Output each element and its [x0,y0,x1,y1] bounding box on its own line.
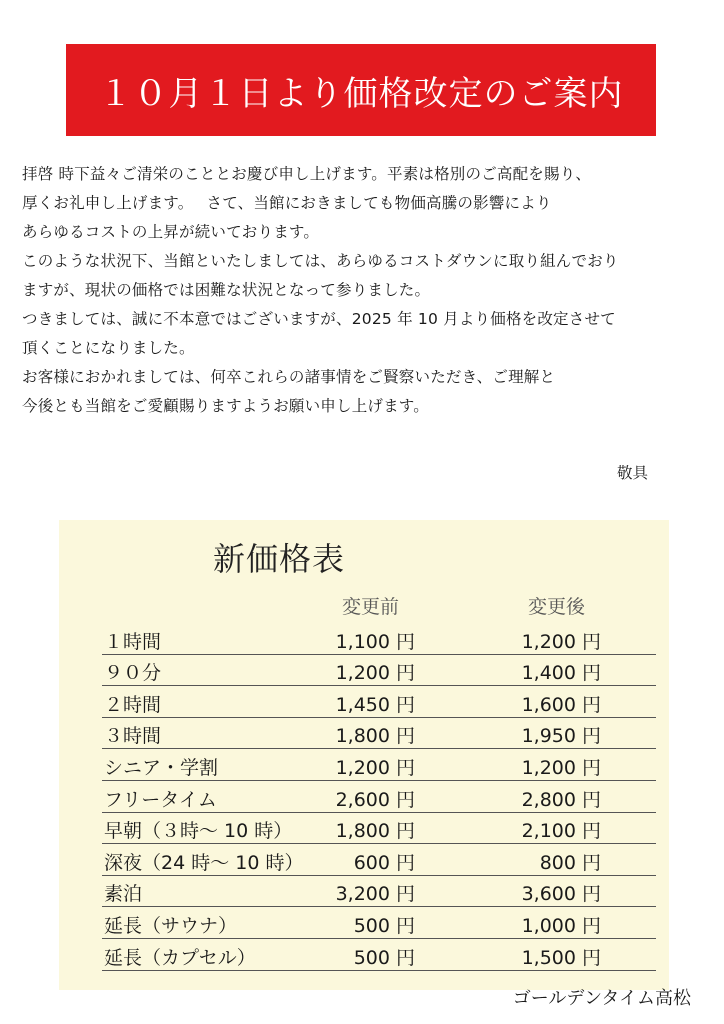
price-after: 800 円 [539,851,601,874]
price-before: 1,800 円 [335,725,415,748]
plan-label: 早朝（３時～ 10 時） [104,820,293,843]
letter-line: お客様におかれましては、何卒これらの諸事情をご賢察いただき、ご理解と [22,368,556,386]
price-before: 1,200 円 [335,756,415,779]
price-row [59,656,669,688]
price-row [59,782,669,814]
row-divider [102,938,656,939]
price-rows [59,624,669,972]
notice-title: １０月１日より価格改定のご案内 [98,73,624,114]
price-after: 1,200 円 [521,630,601,653]
letter-line: 拝啓 時下益々ご清栄のこととお慶び申し上げます。平素は格別のご高配を賜り、 [22,165,592,183]
letter-line: 頂くことになりました。 [22,339,195,357]
plan-label: シニア・学割 [104,756,219,779]
column-header-after: 変更後 [528,596,586,618]
row-divider [102,812,656,813]
price-table-title: 新価格表 [212,540,345,578]
price-row [59,719,669,751]
letter-line: あらゆるコストの上昇が続いております。 [22,223,320,241]
price-before: 1,200 円 [335,662,415,685]
plan-label: 延長（サウナ） [104,914,238,937]
row-divider [102,654,656,655]
price-after: 2,100 円 [521,820,601,843]
price-before: 500 円 [353,946,415,969]
plan-label: 深夜（24 時～ 10 時） [104,851,304,874]
row-divider [102,875,656,876]
price-after: 1,500 円 [521,946,601,969]
plan-label: フリータイム [104,788,217,811]
row-divider [102,970,656,971]
row-divider [102,906,656,907]
price-row [59,687,669,719]
price-row [59,750,669,782]
row-divider [102,717,656,718]
plan-label: 素泊 [104,883,143,906]
store-name: ゴールデンタイム高松 [512,988,691,1009]
price-row [59,624,669,656]
row-divider [102,685,656,686]
price-before: 1,450 円 [335,693,415,716]
price-after: 1,600 円 [521,693,601,716]
letter-line: このような状況下、当館といたしましては、あらゆるコストダウンに取り組んでおり [22,252,619,270]
price-after: 1,950 円 [521,725,601,748]
price-row [59,908,669,940]
plan-label: ９０分 [104,662,162,685]
price-row [59,845,669,877]
column-header-before: 変更前 [342,596,400,618]
row-divider [102,843,656,844]
price-row [59,877,669,909]
price-after: 1,200 円 [521,756,601,779]
price-row [59,940,669,972]
plan-label: 延長（カプセル） [104,946,256,969]
plan-label: ２時間 [104,693,162,716]
price-row [59,814,669,846]
price-before: 1,800 円 [335,820,415,843]
row-divider [102,780,656,781]
row-divider [102,748,656,749]
notice-letter [22,160,712,421]
price-table [59,520,669,990]
notice-banner [66,44,656,136]
price-after: 1,400 円 [521,662,601,685]
letter-closing: 敬具 [616,464,648,482]
price-before: 3,200 円 [335,883,415,906]
price-after: 2,800 円 [521,788,601,811]
plan-label: １時間 [104,630,162,653]
letter-line: つきましては、誠に不本意ではございますが、2025 年 10 月より価格を改定させて [22,310,616,328]
letter-line: 今後とも当館をご愛顧賜りますようお願い申し上げます。 [22,397,429,415]
plan-label: ３時間 [104,725,162,748]
price-before: 1,100 円 [335,630,415,653]
price-before: 600 円 [353,851,415,874]
price-after: 3,600 円 [521,883,601,906]
price-before: 2,600 円 [335,788,415,811]
letter-line: 厚くお礼申し上げます。 さて、当館におきましても物価高騰の影響により [22,194,552,212]
letter-line: ますが、現状の価格では困難な状況となって参りました。 [22,281,431,299]
price-after: 1,000 円 [521,914,601,937]
price-before: 500 円 [353,914,415,937]
